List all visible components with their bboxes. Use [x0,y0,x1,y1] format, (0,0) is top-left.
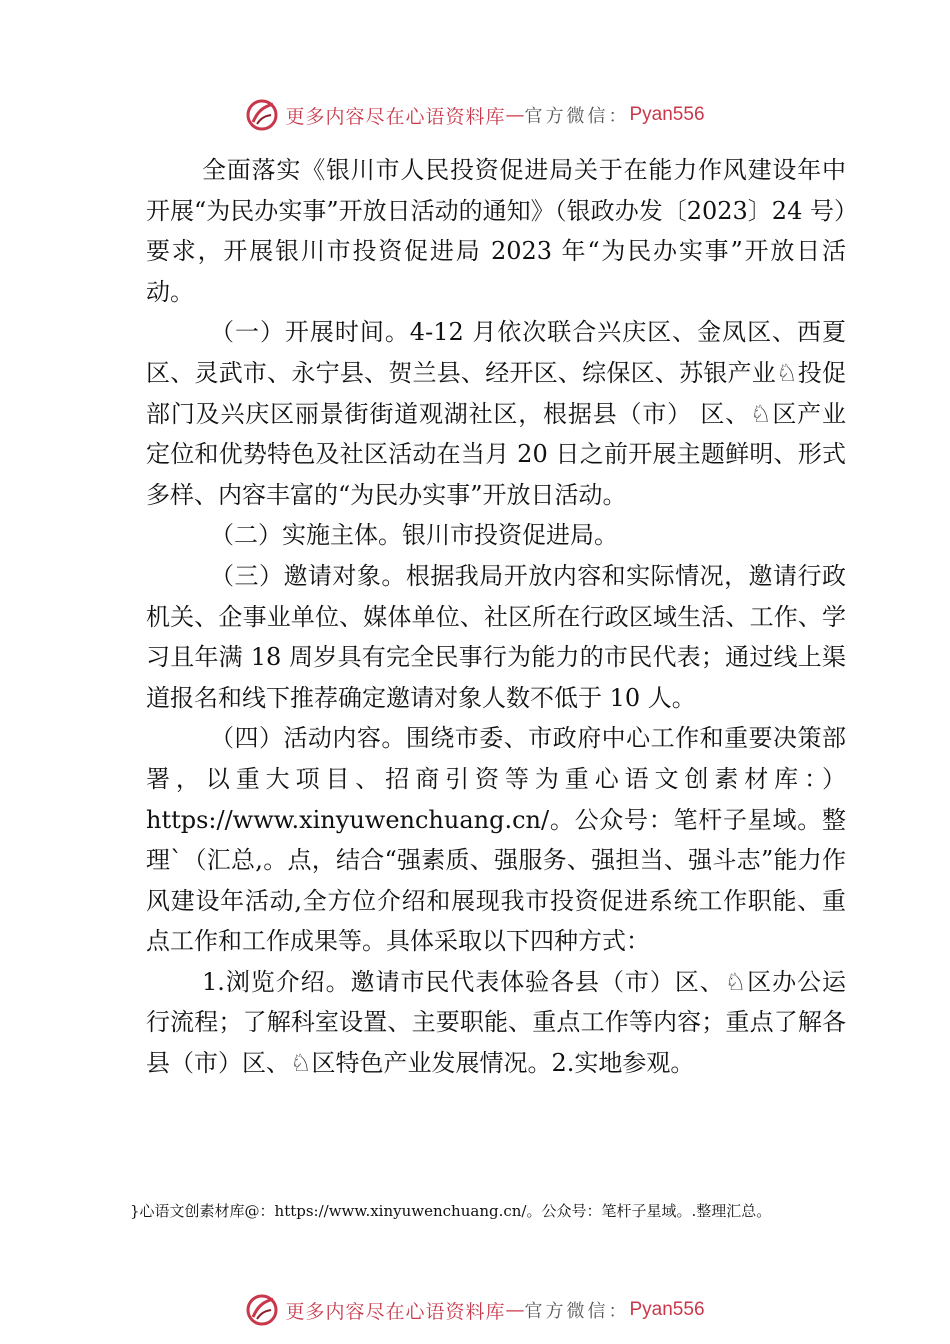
paragraph-time: （一）开展时间。4-12 月依次联合兴庆区、金凤区、西夏区、灵武市、永宁县、贺兰县、经开区、综保区、苏银产业♘投促部门及兴庆区丽景街街道观湖社区，根据县（市） 区、♘区产业定位和优势特色及社区活动在当月 20 日之前开展主题鲜明、形式多样、内容丰富的“为民办实事”开放日活动。 [146,318,846,509]
banner-official-label: 官方微信： [524,1301,630,1322]
document-body [146,150,846,1084]
brush-logo-icon [245,1293,279,1327]
brush-logo-icon [245,98,279,132]
paragraph-subject: （二）实施主体。银川市投资促进局。 [210,521,618,550]
banner-dash: — [505,1299,525,1321]
banner-main-text: 更多内容尽在心语资料库 [285,105,506,128]
banner-official-label: 官方微信： [524,106,630,127]
footer-banner [0,1290,950,1330]
banner-handle: Pyan556 [629,104,705,125]
paragraph-intro: 全面落实《银川市人民投资促进局关于在能力作风建设年中开展“为民办实事”开放日活动的通知》（银政办发〔2023〕24 号）要求，开展银川市投资促进局 2023 年“为民办实事”开放日活动。 [146,156,846,306]
paragraph-content: （四）活动内容。围绕市委、市政府中心工作和重要决策部署，以重大项目、招商引资等为重心语文创素材库：）https://www.xinyuwenchuang.cn/。公众号：笔杆子星域。整理`（汇总,。点，结合“强素质、强服务、强担当、强斗志”能力作风建设年活动,全方位介绍和展现我市投资促进系统工作职能、重点工作和工作成果等。具体采取以下四种方式： [146,724,846,956]
banner-dash: — [505,104,525,126]
paragraph-invitees: （三）邀请对象。根据我局开放内容和实际情况，邀请行政机关、企事业单位、媒体单位、社区所在行政区域生活、工作、学习且年满 18 周岁具有完全民事行为能力的市民代表；通过线上渠道报名和线下推荐确定邀请对象人数不低于 10 人。 [146,561,846,712]
banner-main-text: 更多内容尽在心语资料库 [285,1300,506,1323]
header-banner [0,95,950,135]
banner-handle: Pyan556 [629,1299,705,1320]
paragraph-methods: 1.浏览介绍。邀请市民代表体验各县（市）区、♘区办公运行流程；了解科室设置、主要职能、重点工作等内容；重点了解各县（市）区、♘区特色产业发展情况。2.实地参观。 [146,967,846,1078]
footnote: }心语文创素材库@：https://www.xinyuwenchuang.cn/。公众号：笔杆子星域。.整理汇总。 [130,1202,772,1220]
